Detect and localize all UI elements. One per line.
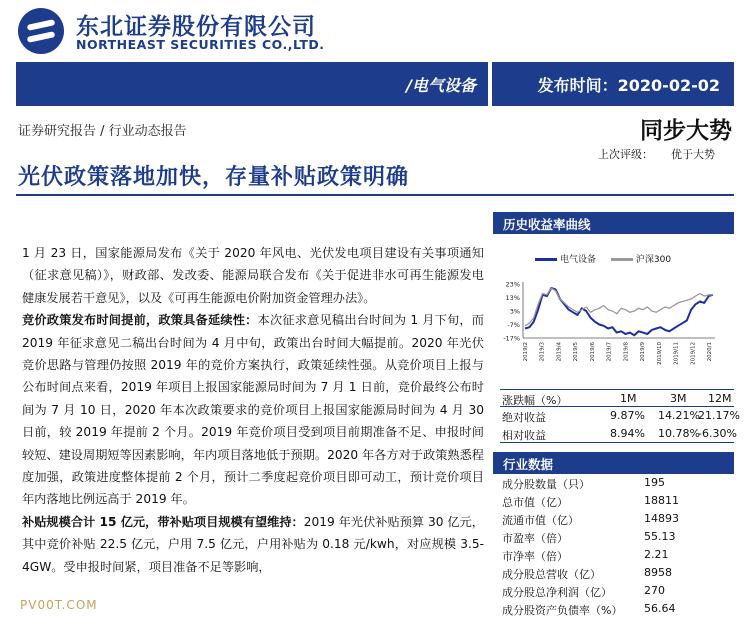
performance-row-label: 绝对收益 [502,411,546,424]
table-row [500,425,737,443]
stat-label: 成分股资产负债率（%） [502,604,623,617]
performance-header-row [500,389,734,407]
performance-header-label: 涨跌幅（%） [502,394,568,407]
performance-cell: 21.17% [698,409,740,422]
logo-emblem-icon [18,8,64,54]
sector-bar [16,62,488,106]
company-name-cn: 东北证券股份有限公司 [76,14,316,40]
table-row [500,564,734,582]
table-row [500,582,734,600]
table-row [500,407,740,425]
x-tick-label: 2019/8 [623,342,630,362]
paragraph-1: 1 月 23 日，国家能源局发布《关于 2020 年风电、光伏发电项目建设有关事项通知（征求意见稿）》，财政部、发改委、能源局联合发布《关于促进非水可再生能源发电健康发展若干意见》，以及《可再生能源电价附加资金管理办法》。 [22,246,484,305]
stat-label: 成分股总营收（亿） [502,568,601,581]
table-row [500,474,734,492]
stat-value: 2.21 [644,548,669,561]
title-divider [16,194,734,196]
company-logo [18,6,358,56]
publish-date: 发布时间：2020-02-02 [537,76,720,95]
series-line-index [525,288,713,326]
previous-rating-label: 上次评级： [598,148,653,161]
performance-cell: 8.94% [610,427,645,440]
performance-header-3m: 3M [670,392,687,405]
performance-cell: 10.78% [658,427,700,440]
previous-rating [598,146,715,162]
stats-section-title: 行业数据 [503,457,554,472]
x-tick-label: 2019/9 [640,342,647,362]
y-tick-label: -7% [507,321,520,329]
y-tick-label: 13% [505,294,520,302]
x-tick-label: 2019/6 [589,342,596,362]
paragraph-2 [22,309,484,511]
sector-label: /电气设备 [406,76,476,95]
stat-value: 195 [644,476,665,489]
x-tick-label: 2019/3 [539,342,546,362]
paragraph-3-text: 2019 年光伏补贴预算 30 亿元，其中竞价补贴 22.5 亿元，户用 7.5 亿元，户用补贴为 0.18 元/kwh，对应规模 3.5-4GW。受申报时间紧，项目准备不足等影响， [22,514,484,574]
performance-cell: 14.21% [658,409,700,422]
x-tick-label: 2019/11 [673,342,680,365]
report-body [22,242,484,578]
table-row [500,546,734,564]
chart-section-header [493,212,734,234]
performance-row-label: 相对收益 [502,429,546,442]
x-tick-label: 2019/10 [656,342,663,365]
stat-label: 成分股数量（只） [502,478,590,491]
performance-table [500,389,740,443]
stat-value: 55.13 [644,530,676,543]
legend-label-index: 沪深300 [635,255,672,265]
paragraph-3 [22,511,484,578]
table-row [500,492,734,510]
performance-header-12m: 12M [708,392,732,405]
stat-value: 8958 [644,566,672,579]
chart-plot [493,236,734,386]
stat-label: 流通市值（亿） [502,514,579,527]
y-tick-label: -17% [503,334,520,343]
performance-cell: -6.30% [698,427,737,440]
return-chart [493,236,734,386]
stat-label: 市盈率（倍） [502,532,568,545]
paragraph-2-text: 本次征求意见稿出台时间为 1 月下旬，而 2019 年征求意见二稿出台时间为 4 月中旬，政策出台时间大幅提前。2020 年光伏竞价思路与管理仍按照 2019 年的竞价方案执行，政策延续性强。从竞价项目上报与公布时间点来看，2019 年项目上报国家能源局时间为 7 月 1 日前，竞价最终公布时间为 7 月 10 日，2020 年本次政策要求的竞价项目上报国家能源局时间为 4 月 30 日前，较 2019 年提前 2 个月。2019 年竞价项目受到项目前期准备不足、申报时间较短、建设周期短等因素影响，年内项目落地低于预期。2020 年各方对于政策熟悉程度加强，政策进度整体提前 2 个月，预计二季度起竞价项目即可动工，预计竞价项目年内落地比例远高于 2019 年。 [22,313,484,507]
x-tick-label: 2019/7 [606,342,613,362]
table-row [500,510,734,528]
stat-value: 18811 [644,494,679,507]
legend-label-sector: 电气设备 [560,255,597,265]
publish-bar [492,62,734,106]
table-row [500,600,734,618]
paragraph-3-lead: 补贴规模合计 15 亿元，带补贴项目规模有望维持： [22,514,304,529]
performance-cell: 9.87% [610,409,645,422]
table-row [500,528,734,546]
stats-section-header [493,452,734,474]
performance-header-1m: 1M [620,392,637,405]
x-tick-label: 2019/4 [556,342,563,362]
chart-section-title: 历史收益率曲线 [503,217,591,232]
industry-stats-table [500,474,734,618]
company-name-en: NORTHEAST SECURITIES CO.,LTD. [76,37,325,52]
x-tick-label: 2019/12 [690,342,697,365]
stat-label: 市净率（倍） [502,550,568,563]
paragraph-2-lead: 竞价政策发布时间提前，政策具备延续性： [22,313,258,328]
stat-label: 成分股总净利润（亿） [502,586,612,599]
breadcrumb: 证券研究报告 / 行业动态报告 [18,124,187,139]
x-tick-label: 2020/1 [707,342,713,362]
previous-rating-value: 优于大势 [671,148,715,161]
x-tick-label: 2019/5 [573,342,580,362]
current-rating: 同步大势 [640,118,732,144]
watermark: PV00T.COM [20,598,98,612]
y-tick-label: 3% [509,307,520,316]
stat-value: 14893 [644,512,679,525]
stat-label: 总市值（亿） [502,496,568,509]
x-tick-label: 2019/2 [523,342,529,362]
header-bar [16,62,734,106]
stat-value: 270 [644,584,665,597]
y-tick-label: 23% [505,280,520,289]
report-title: 光伏政策落地加快，存量补贴政策明确 [18,165,410,190]
stat-value: 56.64 [644,602,676,615]
